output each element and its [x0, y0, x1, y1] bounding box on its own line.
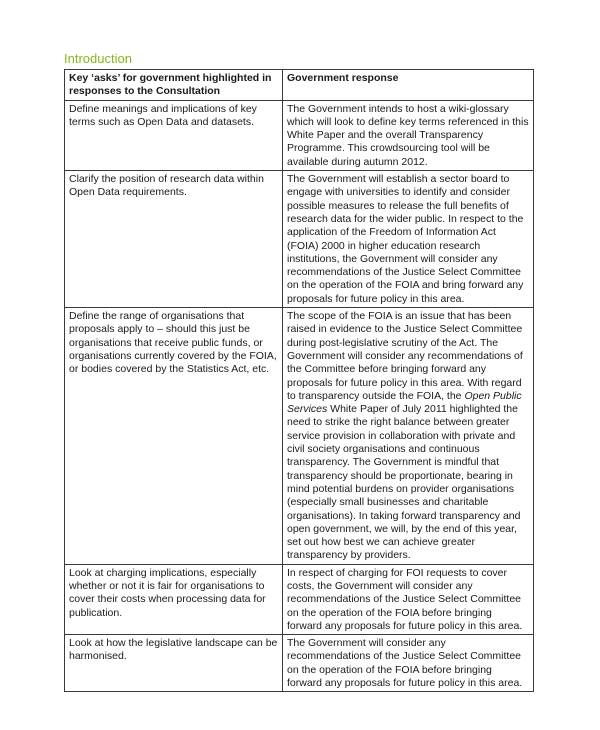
table-row: [65, 171, 534, 308]
response-cell: In respect of charging for FOI requests to cover costs, the Government will consider any recommendations of the Justice Select Committee on the operation of the FOIA before bringing forward any proposals for future policy in this area.: [283, 564, 534, 634]
response-text: The scope of the FOIA is an issue that has been raised in evidence to the Justice Select Committee during post-legislative scrutiny of the Act. The Government will consider any recommendations of the Committee before bringing forward any proposals for future policy in this area. With regard to transparency outside the FOIA, the: [287, 310, 523, 402]
column-header-government-response: Government response: [283, 70, 534, 101]
table-row: [65, 100, 534, 170]
table-header-row: [65, 70, 534, 101]
key-ask-cell: Define the range of organisations that proposals apply to – should this just be organisations that receive public funds, or organisations currently covered by the FOIA, or bodies covered by the Statistics Act, etc.: [65, 308, 283, 565]
table-row: [65, 635, 534, 692]
italic-publication-title: Open Public Services: [287, 389, 522, 416]
key-ask-cell: Look at charging implications, especially whether or not it is fair for organisations to cover their costs when processing data for publication.: [65, 564, 283, 634]
column-header-key-asks: Key ‘asks’ for government highlighted in responses to the Consultation: [65, 70, 283, 101]
key-ask-cell: Look at how the legislative landscape can be harmonised.: [65, 635, 283, 692]
response-cell: The Government intends to host a wiki-glossary which will look to define key terms referenced in this White Paper and the overall Transparency Programme. This crowdsourcing tool will be available during autumn 2012.: [283, 100, 534, 170]
section-title: Introduction: [64, 51, 132, 66]
table-row: [65, 564, 534, 634]
response-cell: The Government will establish a sector board to engage with universities to identify and consider possible measures to release the full benefits of research data for the wider public. In respect to the application of the Freedom of Information Act (FOIA) 2000 in higher education research institutions, the Government will consider any recommendations of the Justice Select Committee on the operation of the FOIA and bring forward any proposals for future policy in this area.: [283, 171, 534, 308]
key-ask-cell: Clarify the position of research data within Open Data requirements.: [65, 171, 283, 308]
table-row: [65, 308, 534, 565]
response-cell: The Government will consider any recommendations of the Justice Select Committee on the operation of the FOIA before bringing forward any proposals for future policy in this area.: [283, 635, 534, 692]
response-cell: [283, 308, 534, 565]
key-ask-cell: Define meanings and implications of key terms such as Open Data and datasets.: [65, 100, 283, 170]
response-text: White Paper of July 2011 highlighted the need to strike the right balance between greater service provision in collaboration with private and civil society organisations and continuous transparency. The Government is mindful that transparency should be proportionate, bearing in mind potential burdens on provider organisations (especially small businesses and charitable organisations). In taking forward transparency and open government, we will, by the end of this year, set out how best we can achieve greater transparency by providers.: [287, 403, 521, 562]
consultation-response-table: [64, 69, 534, 692]
